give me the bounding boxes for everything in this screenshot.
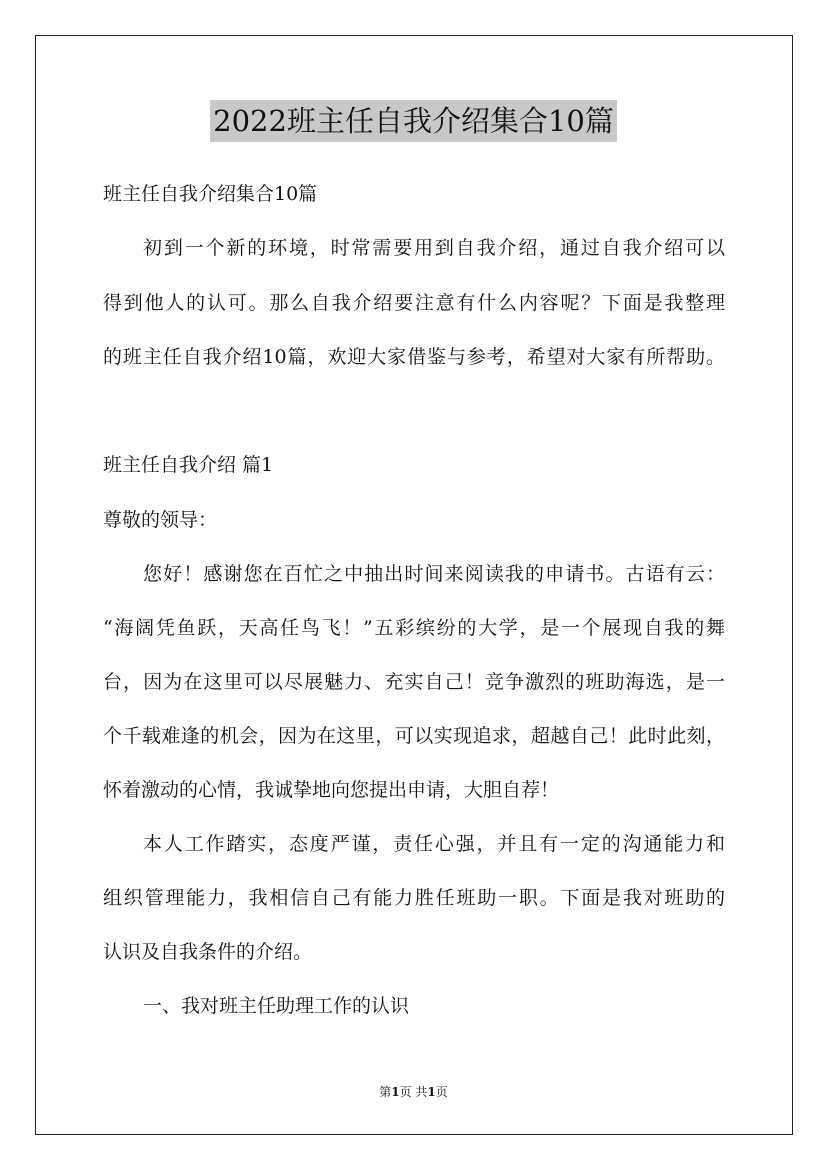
document-subtitle: 班主任自我介绍集合10篇 (103, 183, 318, 205)
footer-page-suffix: 页 (435, 1085, 448, 1099)
para2-line-1: 本人工作踏实，态度严谨，责任心强，并且有一定的沟通能力和 (143, 833, 725, 855)
para2-line-3: 认识及自我条件的介绍。 (103, 941, 313, 963)
footer-page-mid: 页 共 (399, 1085, 428, 1099)
para1-line-3: 台，因为在这里可以尽展魅力、充实自己！竞争激烈的班助海选，是一 (103, 671, 725, 693)
salutation: 尊敬的领导： (103, 509, 218, 531)
para2-line-2: 组织管理能力，我相信自己有能力胜任班助一职。下面是我对班助的 (103, 887, 725, 909)
intro-line-3: 的班主任自我介绍10篇，欢迎大家借鉴与参考，希望对大家有所帮助。 (103, 346, 725, 368)
para1-line-1: 您好！感谢您在百忙之中抽出时间来阅读我的申请书。古语有云： (143, 563, 725, 585)
title-container (0, 100, 827, 142)
para1-line-4: 个千载难逢的机会，因为在这里，可以实现追求，超越自己！此时此刻， (103, 725, 725, 747)
footer-page-total: 1 (427, 1085, 436, 1099)
intro-line-1: 初到一个新的环境，时常需要用到自我介绍，通过自我介绍可以 (143, 237, 725, 259)
footer-page-prefix: 第 (379, 1085, 392, 1099)
document-title: 2022班主任自我介绍集合10篇 (210, 100, 617, 142)
section-heading: 班主任自我介绍 篇1 (103, 454, 274, 476)
intro-line-2: 得到他人的认可。那么自我介绍要注意有什么内容呢？下面是我整理 (103, 292, 725, 314)
subheading-1: 一、我对班主任助理工作的认识 (143, 995, 410, 1017)
footer-page-number: 1 (391, 1085, 400, 1099)
para1-line-5: 怀着激动的心情，我诚挚地向您提出申请，大胆自荐！ (103, 779, 560, 801)
para1-line-2: “海阔凭鱼跃，天高任鸟飞！”五彩缤纷的大学，是一个展现自我的舞 (103, 617, 725, 639)
page-footer (0, 1084, 827, 1100)
